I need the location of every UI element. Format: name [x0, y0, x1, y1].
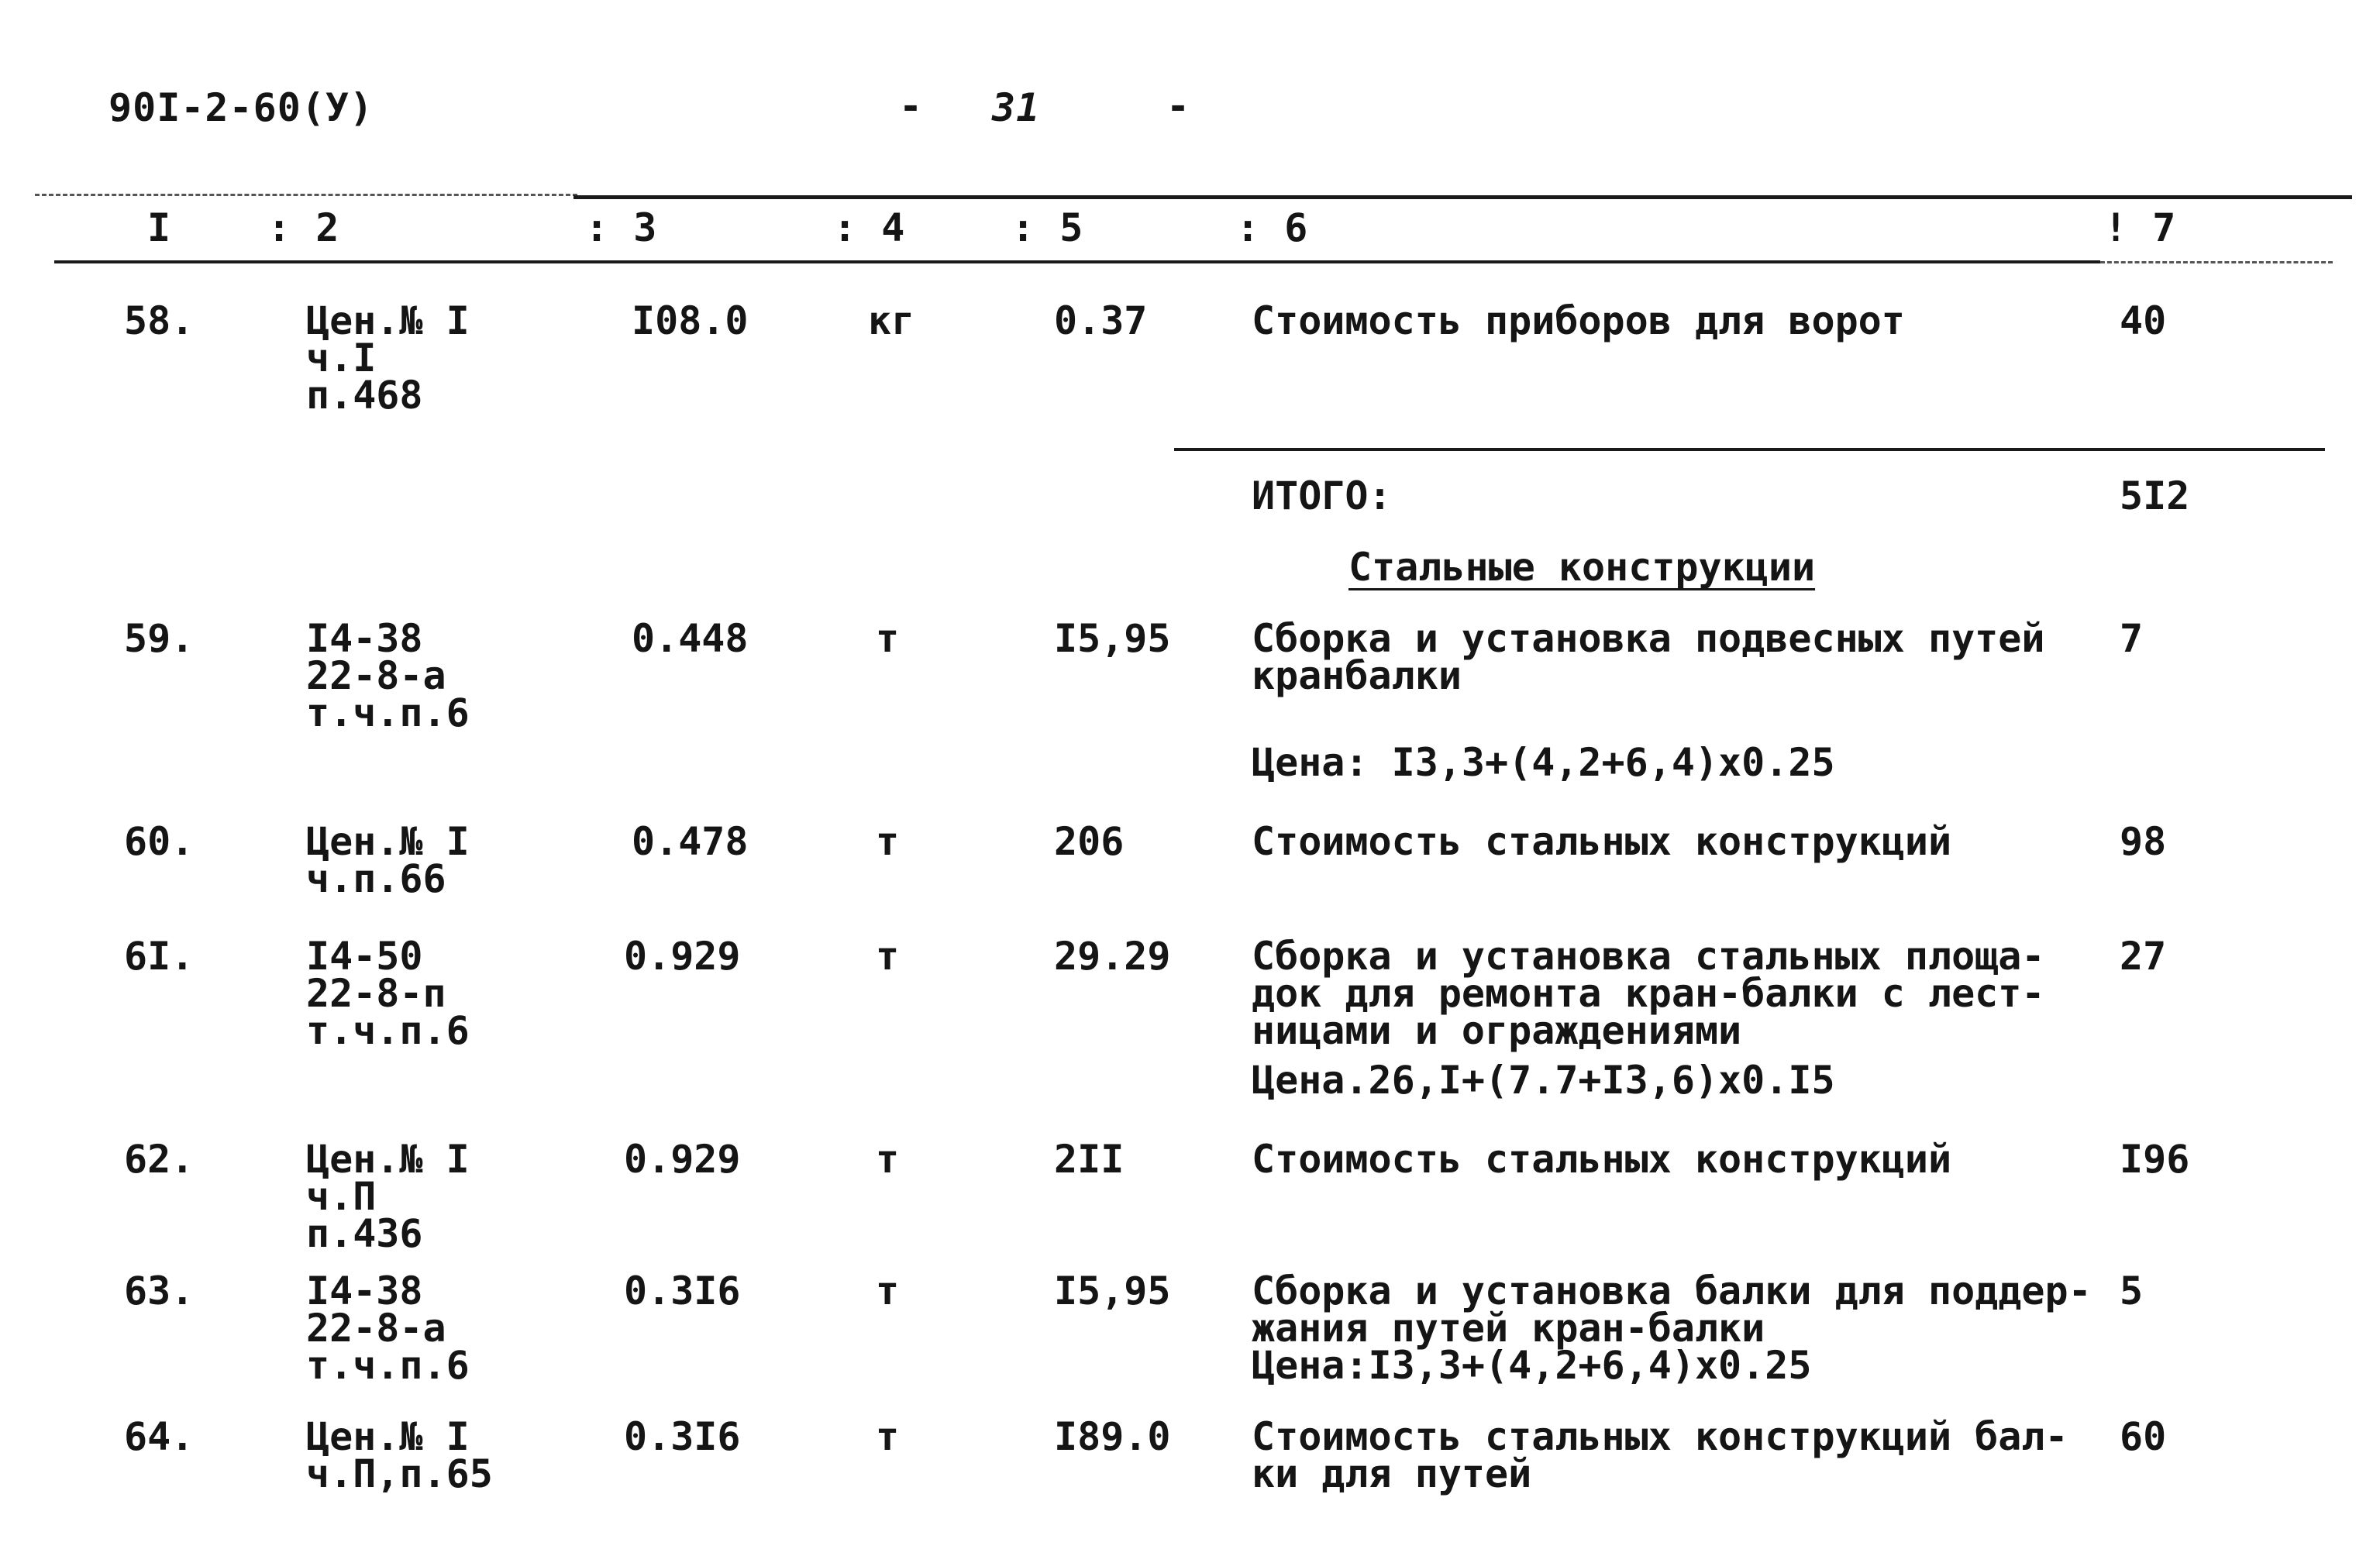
column-header-5: : 5 — [1011, 205, 1084, 250]
subtotal-value: 5I2 — [2120, 473, 2190, 518]
unit-price: 29.29 — [1054, 934, 1171, 979]
total: 5 — [2120, 1269, 2144, 1313]
page-dash-left: - — [899, 84, 924, 129]
code-line: ч.П,п.65 — [306, 1451, 493, 1496]
code-line: Цен.№ I — [306, 298, 470, 343]
code-line: ч.I — [306, 336, 377, 380]
code-line: 22-8-а — [306, 1306, 446, 1351]
column-header-3: : 3 — [585, 205, 658, 250]
unit-price: 0.37 — [1054, 298, 1148, 343]
column-header-6: : 6 — [1236, 205, 1309, 250]
page-dash-right: - — [1166, 84, 1191, 129]
description-line: Стоимость стальных конструкций — [1252, 1137, 1952, 1182]
code-line: Цен.№ I — [306, 1414, 470, 1459]
row-number: 58. — [124, 298, 195, 343]
quantity: I08.0 — [632, 298, 749, 343]
description-line: Стоимость стальных конструкций — [1252, 819, 1952, 864]
header-bottom-rule — [54, 260, 2100, 263]
code-line: Цен.№ I — [306, 819, 470, 864]
column-header-1: I — [147, 205, 172, 250]
description-line: кранбалки — [1252, 653, 1462, 698]
description-line: Сборка и установка балки для поддер- — [1252, 1269, 2092, 1313]
unit: т — [876, 1414, 900, 1459]
description-line: ки для путей — [1252, 1451, 1532, 1496]
page-number: 31 — [992, 85, 1041, 130]
total: 60 — [2120, 1414, 2167, 1459]
description-line: жания путей кран-балки — [1252, 1306, 1765, 1351]
unit-price: I89.0 — [1054, 1414, 1171, 1459]
description-line: Сборка и установка подвесных путей — [1252, 616, 2045, 661]
section-title: Стальные конструкции — [1348, 545, 1816, 590]
total: I96 — [2120, 1137, 2190, 1182]
row-number: 62. — [124, 1137, 195, 1182]
price-formula: Цена:I3,3+(4,2+6,4)х0.25 — [1252, 1343, 1812, 1388]
description-line: ницами и ограждениями — [1252, 1008, 1742, 1053]
unit: т — [876, 1269, 900, 1313]
code-line: п.468 — [306, 373, 423, 418]
code-line: ч.П — [306, 1174, 377, 1219]
code-line: I4-38 — [306, 1269, 423, 1313]
unit-price: 2II — [1054, 1137, 1125, 1182]
quantity: 0.3I6 — [624, 1269, 741, 1313]
code-line: 22-8-п — [306, 971, 446, 1016]
code-line: I4-38 — [306, 616, 423, 661]
row-number: 64. — [124, 1414, 195, 1459]
code-line: 22-8-а — [306, 653, 446, 698]
code-line: ч.п.66 — [306, 856, 446, 901]
header-top-rule — [573, 195, 2352, 199]
description-line: док для ремонта кран-балки с лест- — [1252, 971, 2045, 1016]
code-line: Цен.№ I — [306, 1137, 470, 1182]
header-bottom-rule-dashed — [2100, 261, 2333, 263]
total: 27 — [2120, 934, 2167, 979]
quantity: 0.3I6 — [624, 1414, 741, 1459]
description-line: Стоимость стальных конструкций бал- — [1252, 1414, 2068, 1459]
unit-price: I5,95 — [1054, 616, 1171, 661]
quantity: 0.929 — [624, 934, 741, 979]
unit: т — [876, 819, 900, 864]
total: 40 — [2120, 298, 2167, 343]
total: 98 — [2120, 819, 2167, 864]
unit: т — [876, 616, 900, 661]
description-line: Стоимость приборов для ворот — [1252, 298, 1905, 343]
unit: т — [876, 934, 900, 979]
code-line: т.ч.п.6 — [306, 1343, 470, 1388]
column-header-2: : 2 — [267, 205, 340, 250]
code-line: т.ч.п.6 — [306, 690, 470, 735]
unit: кг — [868, 298, 915, 343]
subtotal-rule — [1174, 448, 2325, 451]
price-formula: Цена: I3,3+(4,2+6,4)х0.25 — [1252, 740, 1835, 785]
row-number: 6I. — [124, 934, 195, 979]
code-line: т.ч.п.6 — [306, 1008, 470, 1053]
document-code: 90I-2-60(У) — [108, 85, 374, 130]
unit: т — [876, 1137, 900, 1182]
unit-price: I5,95 — [1054, 1269, 1171, 1313]
row-number: 59. — [124, 616, 195, 661]
row-number: 63. — [124, 1269, 195, 1313]
quantity: 0.478 — [632, 819, 749, 864]
code-line: I4-50 — [306, 934, 423, 979]
subtotal-label: ИТОГО: — [1252, 473, 1392, 518]
column-header-7: ! 7 — [2104, 205, 2177, 250]
column-header-4: : 4 — [833, 205, 906, 250]
price-formula: Цена.26,I+(7.7+I3,6)х0.I5 — [1252, 1058, 1835, 1103]
unit-price: 206 — [1054, 819, 1125, 864]
header-top-rule-dashed — [35, 194, 577, 196]
description-line: Сборка и установка стальных площа- — [1252, 934, 2045, 979]
code-line: п.436 — [306, 1211, 423, 1256]
quantity: 0.929 — [624, 1137, 741, 1182]
row-number: 60. — [124, 819, 195, 864]
total: 7 — [2120, 616, 2144, 661]
quantity: 0.448 — [632, 616, 749, 661]
